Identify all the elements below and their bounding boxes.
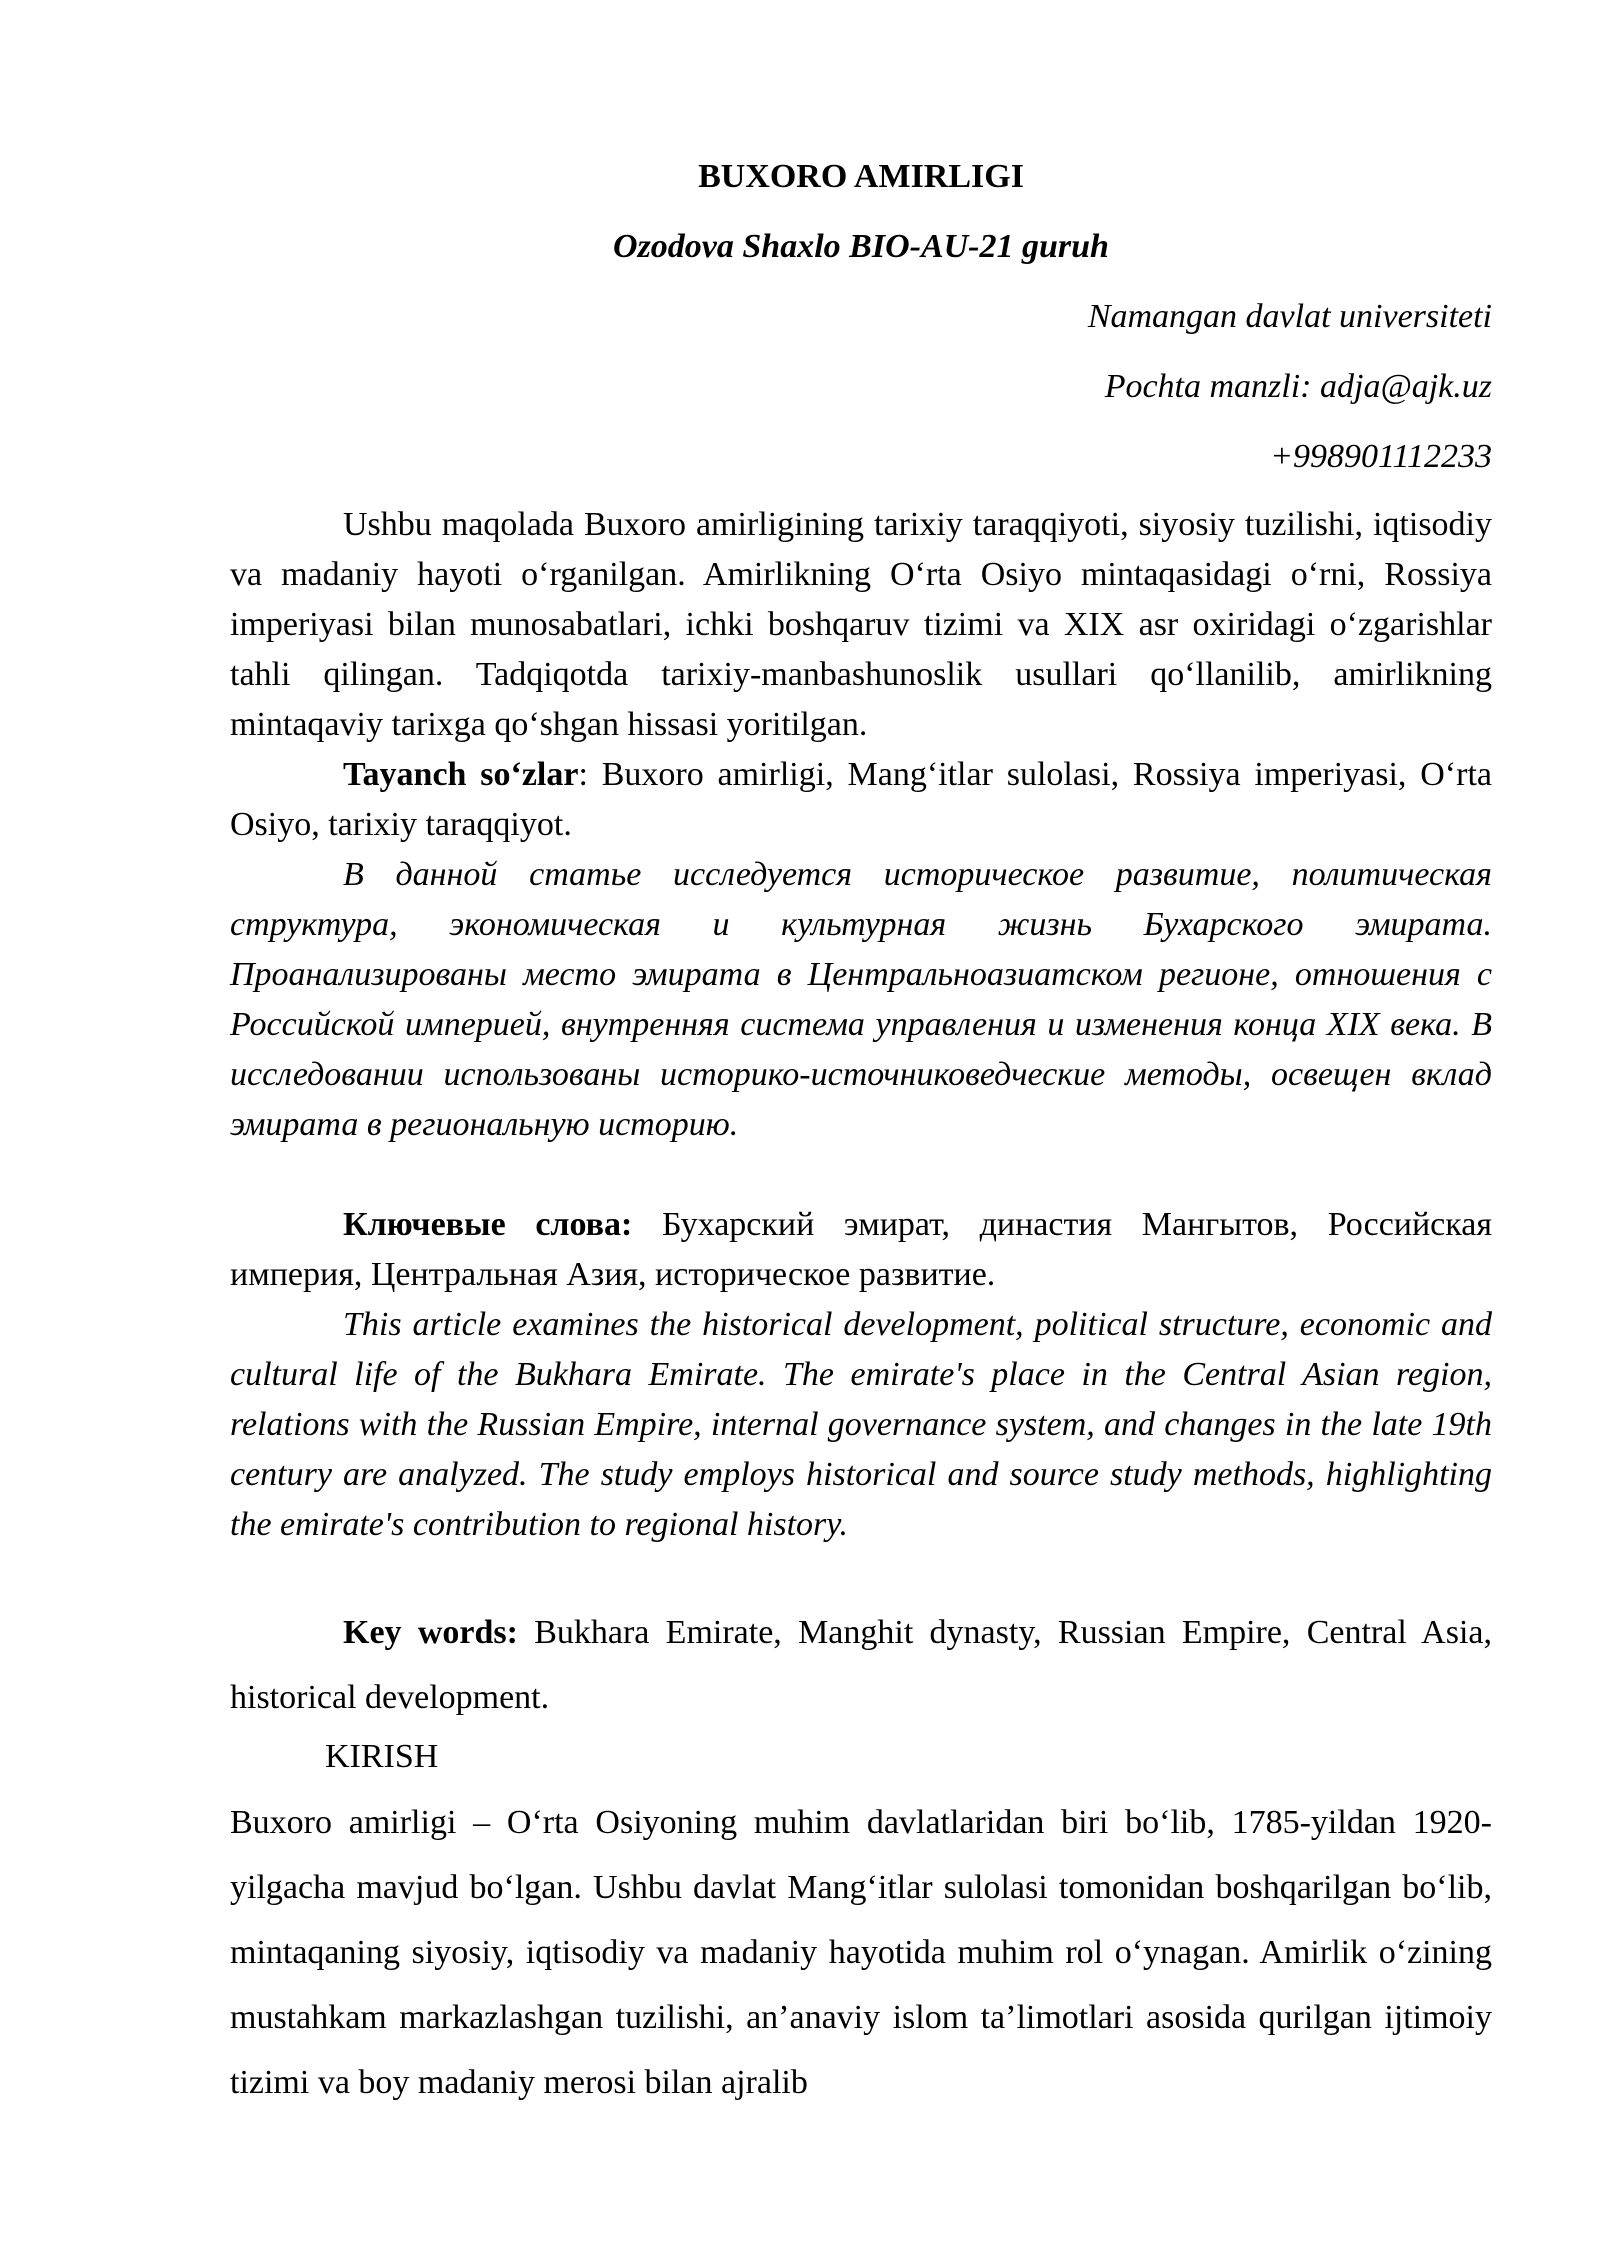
abstract-en: This article examines the historical development, political structure, economic and cultural life of the Bukhara Emirate. The emirate's place in the Central Asian region, relations with the Russian Empire, internal governance system, and changes in the late 19th century are analyzed. The study employs historical and source study methods, highlighting the emirate's contribution to regional history.: [230, 1306, 1492, 1543]
keywords-en-text: Bukhara Emirate, Manghit dynasty, Russian Empire, Central Asia, historical development.: [230, 1614, 1493, 1716]
keywords-uz: [230, 750, 1492, 850]
section-heading-intro: KIRISH: [325, 1738, 439, 1775]
phone-line: +998901112233: [1270, 438, 1492, 475]
keywords-uz-text: : Buxoro amirligi, Mang‘itlar sulolasi, Rossiya imperiyasi, O‘rta Osiyo, tarixiy taraqqiyot.: [230, 756, 1492, 843]
intro-paragraph: Buxoro amirligi – O‘rta Osiyoning muhim davlatlaridan biri bo‘lib, 1785-yildan 1920-yilgacha mavjud bo‘lgan. Ushbu davlat Mang‘itlar sulolasi tomonidan boshqarilgan bo‘lib, mintaqaning siyosiy, iqtisodiy va madaniy hayotida muhim rol o‘ynagan. Amirlik o‘zining mustahkam markazlashgan tuzilishi, an’anaviy islom ta’limotlari asosida qurilgan ijtimoiy tizimi va boy madaniy merosi bilan ajralib: [230, 1804, 1492, 2101]
keywords-en-label: Key words:: [343, 1614, 518, 1651]
abstract-uz: Ushbu maqolada Buxoro amirligining tarixiy taraqqiyoti, siyosiy tuzilishi, iqtisodiy va madaniy hayoti o‘rganilgan. Amirlikning O‘rta Osiyo mintaqasidagi o‘rni, Rossiya imperiyasi bilan munosabatlari, ichki boshqaruv tizimi va XIX asr oxiridagi o‘zgarishlar tahli qilingan. Tadqiqotda tarixiy-manbashunoslik usullari qo‘llanilib, amirlikning mintaqaviy tarixga qo‘shgan hissasi yoritilgan.: [230, 506, 1492, 743]
keywords-en: [230, 1600, 1492, 1730]
abstract-ru: В данной статье исследуется историческое развитие, политическая структура, экономическая и культурная жизнь Бухарского эмирата. Проанализированы место эмирата в Центральноазиатском регионе, отношения с Российской империей, внутренняя система управления и изменения конца XIX века. В исследовании использованы историко-источниковедческие методы, освещен вклад эмирата в региональную историю.: [230, 856, 1492, 1143]
keywords-ru-text: Бухарский эмират, династия Мангытов, Российская империя, Центральная Азия, историческое развитие.: [230, 1206, 1492, 1293]
keywords-ru: [230, 1200, 1492, 1300]
keywords-uz-label: Tayanch so‘zlar: [343, 756, 579, 793]
document-title: BUXORO AMIRLIGI: [698, 158, 1024, 195]
keywords-ru-label: Ключевые слова:: [343, 1206, 633, 1243]
email-line: Pochta manzli: adja@ajk.uz: [1104, 368, 1492, 405]
author-line: Ozodova Shaxlo BIO-AU-21 guruh: [613, 228, 1109, 265]
university-line: Namangan davlat universiteti: [1087, 298, 1492, 335]
